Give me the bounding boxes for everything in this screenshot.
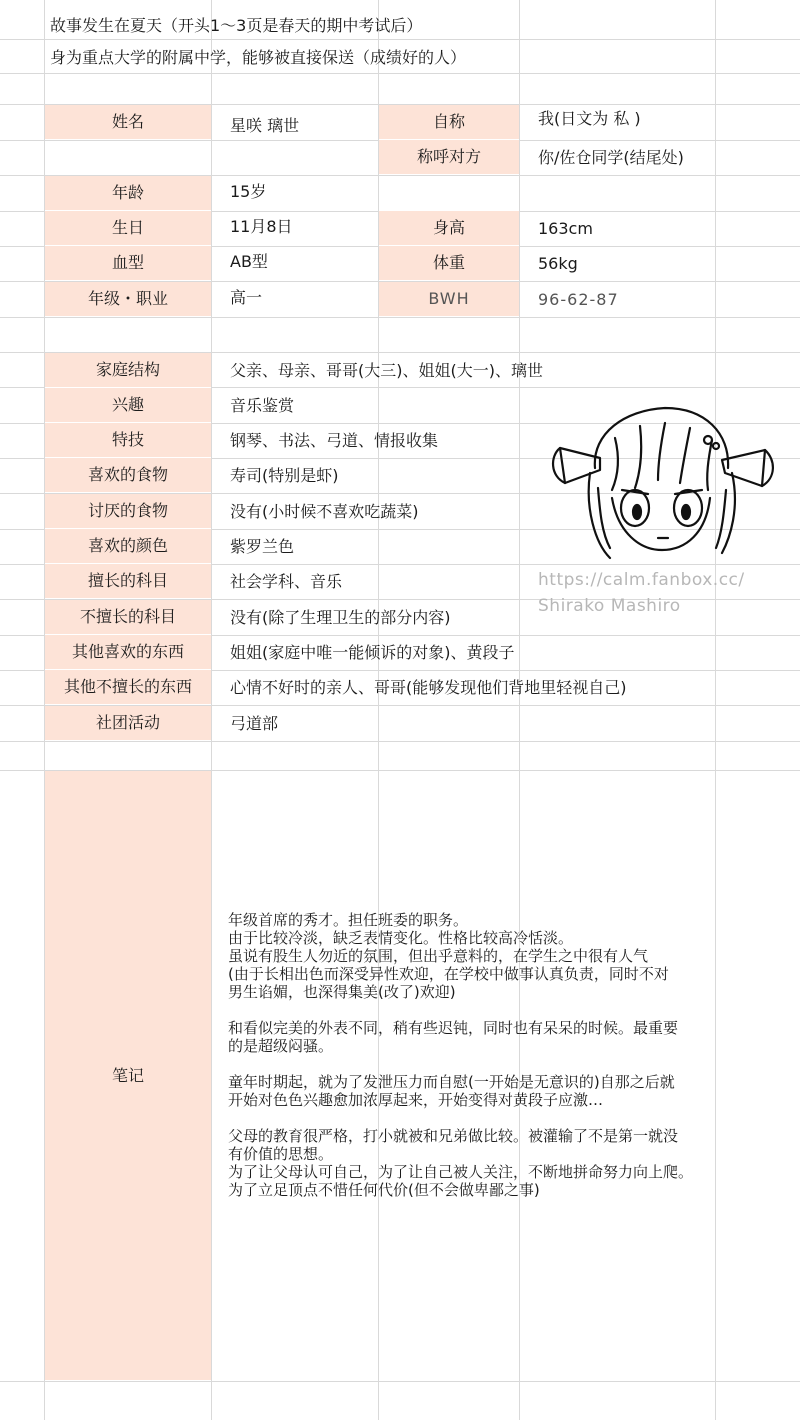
bwh-label: BWH [379,282,519,317]
detail-label: 特技 [45,423,211,458]
address-value: 你/佐仓同学(结尾处) [538,147,684,167]
detail-value: 没有(除了生理卫生的部分内容) [230,607,451,627]
detail-label: 其他喜欢的东西 [45,635,211,670]
detail-label: 其他不擅长的东西 [45,670,211,705]
detail-label: 社团活动 [45,706,211,741]
age-value: 15岁 [230,181,267,201]
detail-label: 擅长的科目 [45,564,211,599]
detail-value: 紫罗兰色 [230,536,295,556]
detail-value: 音乐鉴赏 [230,395,295,415]
address-label: 称呼对方 [379,140,519,175]
weight-value: 56kg [538,253,578,273]
watermark-author: Shirako Mashiro [538,596,681,616]
detail-label: 家庭结构 [45,353,211,388]
detail-label: 不擅长的科目 [45,600,211,635]
blood-type-value: AB型 [230,251,268,271]
detail-value: 没有(小时候不喜欢吃蔬菜) [230,501,419,521]
detail-label: 喜欢的颜色 [45,529,211,564]
age-label: 年龄 [45,176,211,211]
detail-value: 寿司(特别是虾) [230,465,339,485]
grade-label: 年级・职业 [45,282,211,317]
self-reference-value: 我(日文为 私 ) [538,108,641,128]
detail-value: 社会学科、音乐 [230,571,343,591]
name-label: 姓名 [45,105,211,140]
detail-value: 心情不好时的亲人、哥哥(能够发现他们背地里轻视自己) [230,677,627,697]
detail-value: 弓道部 [230,713,279,733]
header-line-2: 身为重点大学的附属中学，能够被直接保送（成绩好的人） [50,48,467,67]
chibi-character-sketch [540,398,780,568]
grade-value: 高一 [230,287,263,307]
watermark-url: https://calm.fanbox.cc/ [538,570,745,590]
birthday-label: 生日 [45,211,211,246]
blood-type-label: 血型 [45,246,211,281]
header-line-1: 故事发生在夏天（开头1～3页是春天的期中考试后） [50,16,423,35]
detail-value: 钢琴、书法、弓道、情报收集 [230,430,439,450]
detail-value: 父亲、母亲、哥哥(大三)、姐姐(大一)、璃世 [230,360,543,380]
weight-label: 体重 [379,246,519,281]
detail-value: 姐姐(家庭中唯一能倾诉的对象)、黄段子 [230,642,515,662]
name-value: 星咲 璃世 [230,115,300,135]
detail-label: 兴趣 [45,388,211,423]
notes-text: 年级首席的秀才。担任班委的职务。 由于比较冷淡，缺乏表情变化。性格比较高冷恬淡。 虽说有股生人勿近的氛围，但出乎意料的，在学生之中很有人气 (由于长相出色而深受异性欢迎，在学校中做事认真负责，同时不对 男生谄媚，也深得集美(改了)欢迎) 和看似完美的外表不同，稍有些迟钝，同时也有呆呆的时候。最重要 的是超级闷骚。 童年时期起，就为了发泄压力而自慰(一开始是无意识的)自那之后就 开始对色色兴趣愈加浓厚起来，开始变得对黄段子应激… 父母的教育很严格，打小就被和兄弟做比较。被灌输了不是第一就没 有价值的思想。 为了让父母认可自己，为了让自己被人关注，不断地拼命努力向上爬。 为了立足顶点不惜任何代价(但不会做卑鄙之事) [228,911,694,1199]
height-value: 163cm [538,218,593,238]
self-reference-label: 自称 [379,105,519,140]
notes-label: 笔记 [45,771,211,1381]
birthday-value: 11月8日 [230,216,293,236]
detail-label: 讨厌的食物 [45,494,211,529]
detail-label: 喜欢的食物 [45,458,211,493]
height-label: 身高 [379,211,519,246]
bwh-value: 96-62-87 [538,289,619,309]
